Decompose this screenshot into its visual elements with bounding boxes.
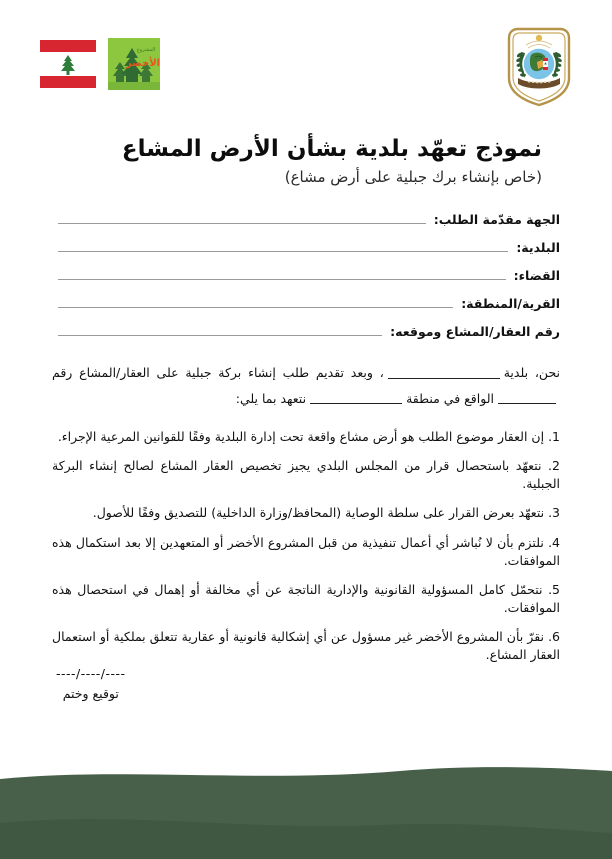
list-item-text: نقرّ بأن المشروع الأخضر غير مسؤول عن أي إشكالية قانونية أو عقارية تتعلق بملكية أو استعمال العقار المشاع. bbox=[52, 629, 560, 663]
list-item-number: 3. bbox=[548, 505, 560, 521]
blank-municipality[interactable] bbox=[388, 369, 500, 379]
field-row-village bbox=[52, 294, 560, 311]
field-input-district[interactable] bbox=[58, 266, 506, 280]
list-item-text: إن العقار موضوع الطلب هو أرض مشاع واقعة تحت إدارة البلدية وفقًا للقوانين المرعية الإجراء. bbox=[57, 429, 545, 444]
blank-property-number[interactable] bbox=[498, 394, 556, 404]
field-row-applicant bbox=[52, 210, 560, 227]
list-item-number: 4. bbox=[548, 534, 560, 550]
list-item-number: 6. bbox=[548, 629, 560, 644]
svg-text:المشروع: المشروع bbox=[136, 47, 156, 53]
list-item bbox=[52, 581, 560, 617]
field-input-village[interactable] bbox=[58, 294, 453, 308]
list-item bbox=[52, 428, 560, 446]
declaration-paragraph bbox=[52, 360, 560, 411]
field-label-applicant: الجهة مقدّمة الطلب: bbox=[433, 212, 560, 227]
header-logos bbox=[40, 38, 160, 90]
paragraph-part-1: نحن، بلدية bbox=[503, 365, 560, 380]
field-input-applicant[interactable] bbox=[58, 210, 426, 224]
list-item-text: نتعهّد باستحصال قرار من المجلس البلدي يجيز تخصيص العقار المشاع لصالح إنشاء البركة الجبلية. bbox=[52, 458, 560, 492]
municipality-emblem bbox=[504, 26, 574, 108]
paragraph-part-3: الواقع في منطقة bbox=[406, 390, 494, 406]
list-item-text: نلتزم بأن لا نُباشر أي أعمال تنفيذية من قبل المشروع الأخضر أو المتعهدين إلا بعد استكمال هذه الموافقات. bbox=[52, 534, 560, 568]
footer-wave bbox=[0, 749, 612, 859]
blank-area[interactable] bbox=[310, 394, 402, 404]
field-label-municipality: البلدية: bbox=[516, 240, 560, 255]
title-block bbox=[0, 136, 612, 186]
field-row-district bbox=[52, 266, 560, 283]
field-row-property-number bbox=[52, 322, 560, 339]
list-item-number: 5. bbox=[548, 581, 560, 597]
list-item-number: 1. bbox=[548, 429, 560, 444]
page-subtitle: (خاص بإنشاء برك جبلية على أرض مشاع) bbox=[284, 167, 542, 186]
lebanon-flag bbox=[40, 40, 96, 88]
field-input-municipality[interactable] bbox=[58, 238, 508, 252]
paragraph-part-2: ، وبعد تقديم طلب إنشاء بركة جبلية على العقار/المشاع رقم bbox=[52, 365, 384, 380]
signature-label: توقيع وختم bbox=[62, 686, 119, 701]
list-item-number: 2. bbox=[548, 458, 560, 474]
paragraph-part-4: نتعهد بما يلي: bbox=[235, 390, 307, 406]
list-item bbox=[52, 457, 560, 493]
field-label-property-number: رقم العقار/المشاع وموقعه: bbox=[390, 324, 560, 339]
field-row-municipality bbox=[52, 238, 560, 255]
document-header bbox=[0, 0, 612, 120]
field-label-district: القضاء: bbox=[513, 268, 560, 283]
list-item-text: نتحمّل كامل المسؤولية القانونية والإدارية الناتجة عن أي مخالفة أو إهمال في استحصال هذه الموافقات. bbox=[52, 581, 560, 615]
page-title: نموذج تعهّد بلدية بشأن الأرض المشاع bbox=[121, 136, 542, 162]
list-item bbox=[52, 628, 560, 664]
signature-date[interactable]: ----/----/---- bbox=[56, 666, 126, 681]
list-item bbox=[52, 504, 560, 522]
signature-block bbox=[56, 664, 126, 704]
green-project-logo bbox=[108, 38, 160, 90]
cedar-icon bbox=[61, 55, 75, 75]
list-item bbox=[52, 534, 560, 570]
field-label-village: القرية/المنطقة: bbox=[461, 296, 560, 311]
form-fields bbox=[52, 210, 560, 350]
field-input-property-number[interactable] bbox=[58, 322, 382, 336]
svg-text:الأخضر: الأخضر bbox=[125, 58, 160, 69]
commitment-list bbox=[52, 428, 560, 675]
list-item-text: نتعهّد بعرض القرار على سلطة الوصاية (المحافظ/وزارة الداخلية) للتصديق وفقًا للأصول. bbox=[92, 505, 545, 521]
